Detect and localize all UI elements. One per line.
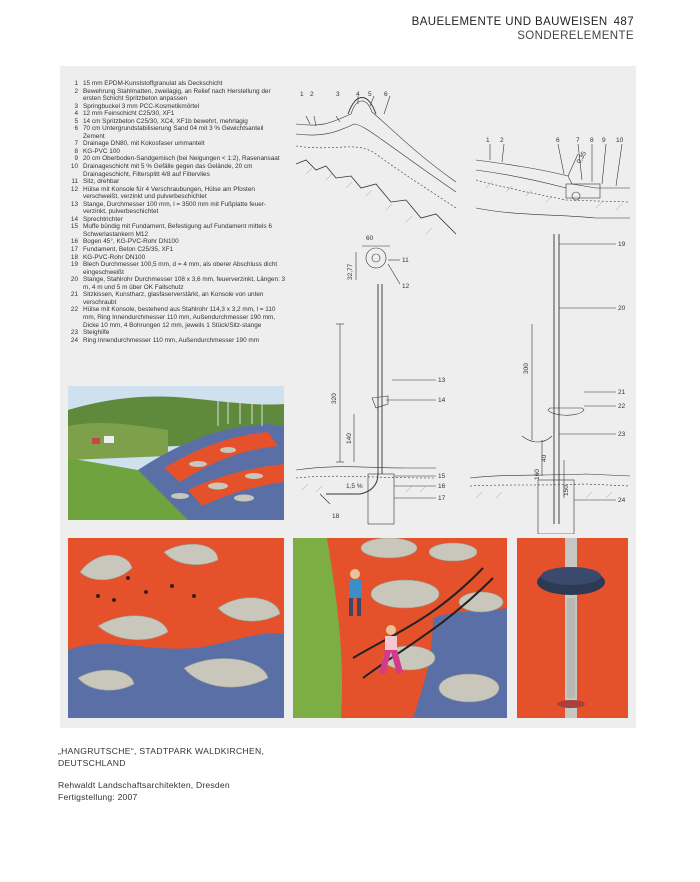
legend-item xyxy=(68,118,286,126)
drawing-label: 19 xyxy=(618,241,626,248)
section-a xyxy=(296,96,456,234)
legend-item xyxy=(68,306,286,329)
legend-number: 21 xyxy=(70,291,78,299)
caption-line: „HANGRUTSCHE“, STADTPARK WALDKIRCHEN, xyxy=(58,746,265,756)
drawing-label: 17 xyxy=(438,495,446,502)
legend-item xyxy=(68,110,286,118)
legend-text: Steighilfe xyxy=(83,329,110,337)
architect-credit: Rehwaldt Landschaftsarchitekten, Dresden xyxy=(58,780,230,790)
photo-children-climbing xyxy=(293,538,507,718)
legend-number: 5 xyxy=(74,117,78,125)
legend-item xyxy=(68,276,286,291)
legend-number: 22 xyxy=(70,306,78,314)
legend-number: 24 xyxy=(70,336,78,344)
pole-section-left xyxy=(296,284,436,524)
legend-text: Hülse mit Konsole, bestehend aus Stahlrohr 114,3 x 3,2 mm, l = 110 mm, Ring Innendurchmesser 110 mm, Außendurchmesser 190 mm, Dicke 10 mm, 4 Bohrungen 12 mm, jeweils 1 Stück/Sitz-stange xyxy=(83,306,276,329)
section-b xyxy=(476,144,630,218)
legend-number: 15 xyxy=(70,223,78,231)
drawing-label: 14 xyxy=(438,397,446,404)
running-head xyxy=(412,16,634,42)
legend-text: 15 mm EPDM-Kunststoffgranulat als Deckschicht xyxy=(83,80,223,87)
legend-number: 16 xyxy=(70,238,78,246)
dim-label: 32,77 xyxy=(347,263,354,280)
legend-text: Stange, Stahlrohr Durchmesser 108 x 3,6 mm, feuerverzinkt, Längen: 3 m, 4 m und 5 m über OK Fallschutz xyxy=(83,276,286,291)
legend-text: Bewehrung Stahlmatten, zweilagig, an Relief nach Herstellung der ersten Schicht Spritzbeton anpassen xyxy=(83,87,271,103)
legend-number: 17 xyxy=(70,246,78,254)
sec-b-label: 8 xyxy=(590,137,594,144)
legend-item xyxy=(68,238,286,246)
legend-number: 18 xyxy=(70,253,78,261)
chapter-title-line xyxy=(412,16,634,28)
legend-text: Drainageschicht mit 5 % Gefälle gegen das Gelände, 20 cm Drainageschicht, Filtersplitt 4/8 auf Filtervlies xyxy=(83,163,253,178)
sec-a-label: 4 xyxy=(356,91,360,98)
sec-a-label: 2 xyxy=(310,91,314,98)
legend-text: Stange, Durchmesser 100 mm, l = 3500 mm mit Fußplatte feuer-verzinkt, pulverbeschichtet xyxy=(83,200,267,216)
drawing-label: 24 xyxy=(618,497,626,504)
legend-item xyxy=(68,88,286,103)
dim-label: 140 xyxy=(346,433,353,444)
legend-text: 20 cm Oberboden-Sandgemisch (bei Neigungen < 1:2), Rasenansaat xyxy=(83,155,280,163)
page-number: 487 xyxy=(613,16,634,28)
sec-b-label: 6 xyxy=(556,137,560,144)
legend-item xyxy=(68,201,286,216)
drawing-labels xyxy=(300,91,626,520)
dim-label: 40 xyxy=(541,454,548,462)
legend-text: Blech Durchmesser 100,5 mm, d = 4 mm, als oberer Abschluss dicht eingeschweißt xyxy=(83,261,278,276)
legend-text: Sitz, drehbar xyxy=(83,178,120,186)
sec-b-label: 1 xyxy=(486,137,490,144)
legend-number: 10 xyxy=(70,163,78,171)
legend-text: 70 cm Untergrundstabilisierung Sand 04 mit 3 % Gewichtsanteil Zement xyxy=(83,125,264,140)
dim-label: 1,5 % xyxy=(346,483,363,490)
legend-item xyxy=(68,140,286,148)
legend-number: 14 xyxy=(70,215,78,223)
ground-hatching xyxy=(302,168,622,498)
legend-text: Drainage DN80, mit Kokosfaser ummantelt xyxy=(83,140,205,148)
figure-caption xyxy=(58,745,264,769)
drawing-label: 18 xyxy=(332,513,340,520)
legend-text: Hülse mit Konsole für 4 Verschraubungen, Hülse am Pfosten verschweißt, verzinkt und pulverbeschichtet xyxy=(83,185,255,201)
legend-text: Sitzkissen, Kunstharz, glasfaserverstärkt, an Konsole von unten verschraubt xyxy=(83,291,264,306)
legend-list xyxy=(68,80,286,344)
legend-number: 3 xyxy=(74,102,78,110)
legend-item xyxy=(68,223,286,238)
drawing-label: 20 xyxy=(618,305,626,312)
dim-label: 0,35 xyxy=(575,150,589,165)
legend-item xyxy=(68,291,286,306)
photo-hillside-slide xyxy=(68,386,284,520)
legend-number: 2 xyxy=(74,87,78,95)
legend-text: Fundament, Beton C25/35, XF1 xyxy=(83,246,174,254)
legend-text: Sprechtrichter xyxy=(83,215,123,223)
legend-item xyxy=(68,155,286,163)
pole-section-right xyxy=(470,234,630,534)
legend-text: Springbuckel 3 mm PCC-Kosmetikmörtel xyxy=(83,102,200,110)
completion-year: Fertigstellung: 2007 xyxy=(58,792,138,802)
sec-b-label: 2 xyxy=(500,137,504,144)
legend-item xyxy=(68,329,286,337)
legend-number: 7 xyxy=(74,140,78,148)
technical-drawing xyxy=(296,84,630,534)
legend-number: 6 xyxy=(74,125,78,133)
sec-b-label: 10 xyxy=(616,137,624,144)
dim-label: 60 xyxy=(366,235,374,242)
legend-number: 4 xyxy=(74,110,78,118)
sec-a-label: 3 xyxy=(336,91,340,98)
drawing-label: 15 xyxy=(438,473,446,480)
legend-text: KG-PVC-Rohr DN100 xyxy=(83,253,146,261)
seat-plan-detail xyxy=(356,246,400,284)
dim-label: 150 xyxy=(563,485,570,496)
photo-pole-seat xyxy=(517,538,628,718)
legend-number: 12 xyxy=(70,185,78,193)
dim-label: 300 xyxy=(523,363,530,374)
legend-item xyxy=(68,246,286,254)
legend-number: 23 xyxy=(70,329,78,337)
legend-item xyxy=(68,337,286,345)
legend-text: KG-PVC 100 xyxy=(83,147,120,155)
dim-label: 160 xyxy=(534,469,541,480)
legend-number: 20 xyxy=(70,276,78,284)
legend-item xyxy=(68,261,286,276)
project-credit xyxy=(58,779,230,803)
chapter-title: BAUELEMENTE UND BAUWEISEN xyxy=(411,16,608,28)
drawing-label: 23 xyxy=(618,431,626,438)
legend-text: Muffe bündig mit Fundament, Befestigung auf Fundament mittels 6 Schwerlastankern M12 xyxy=(83,223,272,238)
legend-number: 9 xyxy=(74,155,78,163)
legend-number: 8 xyxy=(74,147,78,155)
photo-surface-bumps xyxy=(68,538,284,718)
legend-text: Bogen 45°, KG-PVC-Rohr DN100 xyxy=(83,238,179,246)
legend-number: 1 xyxy=(74,80,78,87)
legend-item xyxy=(68,254,286,262)
drawing-label: 16 xyxy=(438,483,446,490)
legend-text: 14 cm Spritzbeton C25/30, XC4, XF1b bewehrt, mehrlagig xyxy=(83,117,248,125)
figure-panel xyxy=(60,66,636,728)
legend-number: 13 xyxy=(70,200,78,208)
legend-item xyxy=(68,186,286,201)
legend-item xyxy=(68,148,286,156)
drawing-label: 22 xyxy=(618,403,626,410)
legend-item xyxy=(68,163,286,178)
legend-item xyxy=(68,216,286,224)
section-subtitle: SONDERELEMENTE xyxy=(517,30,634,42)
sec-a-label: 6 xyxy=(384,91,388,98)
sec-b-label: 9 xyxy=(602,137,606,144)
legend-text: Ring Innendurchmesser 110 mm, Außendurchmesser 190 mm xyxy=(83,336,260,344)
drawing-label: 21 xyxy=(618,389,626,396)
legend-item xyxy=(68,125,286,140)
legend-text: 12 mm Feinschicht C25/30, XF1 xyxy=(83,110,175,118)
sec-a-label: 5 xyxy=(368,91,372,98)
legend-number: 19 xyxy=(70,261,78,269)
sec-b-label: 7 xyxy=(576,137,580,144)
legend-item xyxy=(68,178,286,186)
drawing-label: 11 xyxy=(402,257,409,264)
drawing-label: 13 xyxy=(438,377,446,384)
sec-a-label: 1 xyxy=(300,91,304,98)
legend-item xyxy=(68,80,286,88)
caption-line: DEUTSCHLAND xyxy=(58,758,126,768)
legend-item xyxy=(68,103,286,111)
legend-number: 11 xyxy=(71,178,78,186)
drawing-label: 12 xyxy=(402,283,410,290)
dim-label: 320 xyxy=(331,393,338,404)
